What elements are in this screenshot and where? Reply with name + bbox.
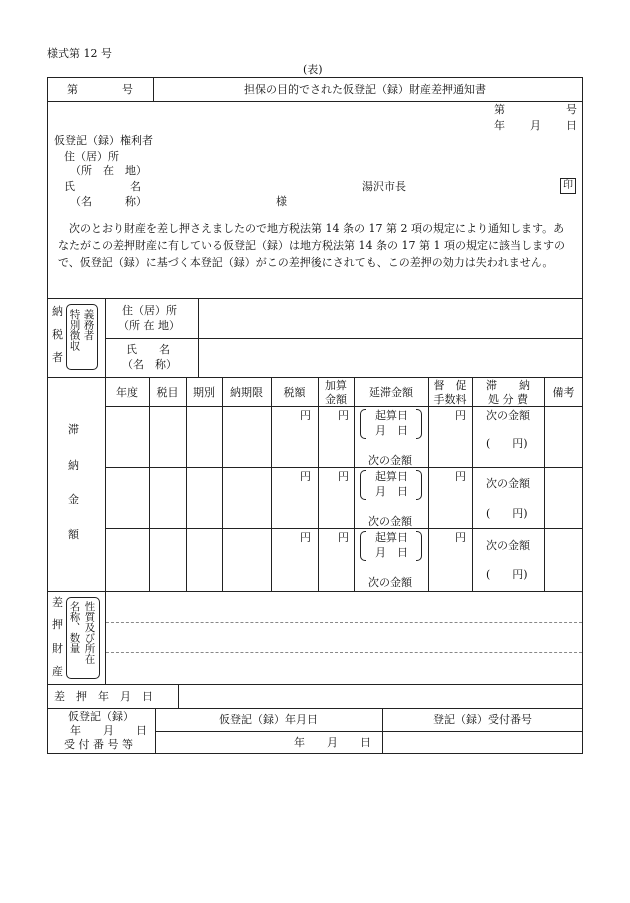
property-side-4: 産	[52, 665, 63, 678]
row2-tsukihi: 月 日	[375, 485, 408, 498]
addressee-address: 住（居）所	[64, 150, 119, 163]
row3-disp-next: 次の金額	[486, 539, 530, 552]
row2-disp-next: 次の金額	[486, 477, 530, 490]
row2-add-yen: 円	[338, 470, 349, 483]
arrears-side-1: 滞	[68, 423, 79, 436]
col-tax: 税額	[283, 386, 306, 399]
taxpayer-side-1: 納	[52, 305, 63, 318]
prov-date-head: 仮登記（録）年月日	[219, 713, 318, 726]
addressee-holder: 仮登記（録）権利者	[54, 134, 153, 147]
row1-tax-yen: 円	[300, 409, 311, 422]
arrears-side-2: 納	[68, 459, 79, 472]
taxpayer-side-3: 者	[52, 351, 63, 364]
prov-date-value: 年 月 日	[294, 736, 371, 749]
side-label: (表)	[303, 63, 323, 76]
row3-tsukihi: 月 日	[375, 546, 408, 559]
row2-next: 次の金額	[368, 515, 412, 528]
taxpayer-address-label: 住（居）所	[122, 304, 177, 317]
taxpayer-location-label: （所 在 地）	[118, 319, 180, 332]
row3-add-yen: 円	[338, 531, 349, 544]
row1-disp-yen: ( 円)	[486, 437, 528, 450]
issuer-mayor: 湯沢市長	[362, 180, 406, 193]
doc-date-day: 日	[566, 119, 577, 132]
prov-left-1: 仮登記（録）	[68, 710, 134, 723]
col-fee-1: 督 促	[433, 379, 467, 392]
col-addtax-1: 加算	[325, 379, 347, 392]
property-side-2: 押	[52, 618, 63, 631]
row2-disp-yen: ( 円)	[486, 507, 528, 520]
row3-next: 次の金額	[368, 576, 412, 589]
col-note: 備考	[552, 386, 575, 399]
col-disp-2: 処 分 費	[488, 393, 528, 406]
col-addtax-2: 金額	[325, 393, 347, 406]
row2-fee-yen: 円	[455, 470, 466, 483]
taxpayer-name-label: 氏 名	[126, 343, 170, 356]
col-item: 税目	[156, 386, 179, 399]
notice-body: 次のとおり財産を差し押さえましたので地方税法第 14 条の 17 第 2 項の規定により通知します。あなたがこの差押財産に有している仮登記（録）は地方税法第 14 条の 17 第 1 項の規定に該当しますので、仮登記（録）に基づく本登記（録）がこの差押後にされても、この差押の効力は失われません。	[58, 222, 565, 269]
taxpayer-bracket-2: 特別徴収	[68, 309, 81, 351]
col-year: 年度	[116, 386, 138, 399]
row3-kisan: 起算日	[375, 531, 408, 544]
prov-left-3: 受 付 番 号 等	[64, 738, 133, 751]
col-deadline: 納期限	[230, 386, 263, 399]
addressee-sama: 様	[276, 195, 287, 208]
property-bracket-1: 性質及び所在	[83, 601, 96, 664]
property-side-1: 差	[52, 596, 63, 609]
prov-number-head: 登記（録）受付番号	[433, 713, 532, 726]
col-fee-2: 手数料	[433, 393, 467, 406]
addressee-name: 氏 名	[64, 180, 141, 193]
row1-add-yen: 円	[338, 409, 349, 422]
row1-tsukihi: 月 日	[375, 424, 408, 437]
taxpayer-side-2: 税	[52, 328, 63, 341]
seizure-date-label: 差 押 年 月 日	[54, 690, 153, 703]
row1-next: 次の金額	[368, 454, 412, 467]
row1-kisan: 起算日	[375, 409, 408, 422]
col-disp-1: 滞 納	[486, 379, 530, 392]
row2-kisan: 起算日	[375, 470, 408, 483]
seal-mark: 印	[560, 178, 576, 194]
doc-no-go: 号	[566, 103, 577, 116]
row2-tax-yen: 円	[300, 470, 311, 483]
header-number-label: 第 号	[67, 83, 133, 96]
row3-tax-yen: 円	[300, 531, 311, 544]
col-period: 期別	[193, 386, 215, 399]
addressee-name-alt: （名 称）	[70, 195, 147, 208]
col-delay: 延滞金額	[369, 386, 413, 399]
row1-fee-yen: 円	[455, 409, 466, 422]
arrears-side-3: 金	[68, 493, 79, 506]
prov-left-2: 年 月 日	[70, 724, 147, 737]
row3-disp-yen: ( 円)	[486, 568, 528, 581]
property-side-3: 財	[52, 642, 63, 655]
property-bracket-2: 名称、数量	[68, 601, 81, 654]
addressee-location: （所 在 地）	[70, 164, 147, 177]
page-title: 担保の目的でされた仮登記（録）財産差押通知書	[244, 83, 486, 96]
doc-date-year: 年	[494, 119, 505, 132]
taxpayer-bracket-1: 義務者	[82, 309, 95, 341]
taxpayer-name-alt-label: （名 称）	[122, 358, 177, 371]
form-number: 様式第 12 号	[47, 47, 112, 60]
arrears-side-4: 額	[68, 528, 79, 541]
doc-no-dai: 第	[494, 103, 505, 116]
doc-date-month: 月	[530, 119, 541, 132]
row3-fee-yen: 円	[455, 531, 466, 544]
row1-disp-next: 次の金額	[486, 409, 530, 422]
